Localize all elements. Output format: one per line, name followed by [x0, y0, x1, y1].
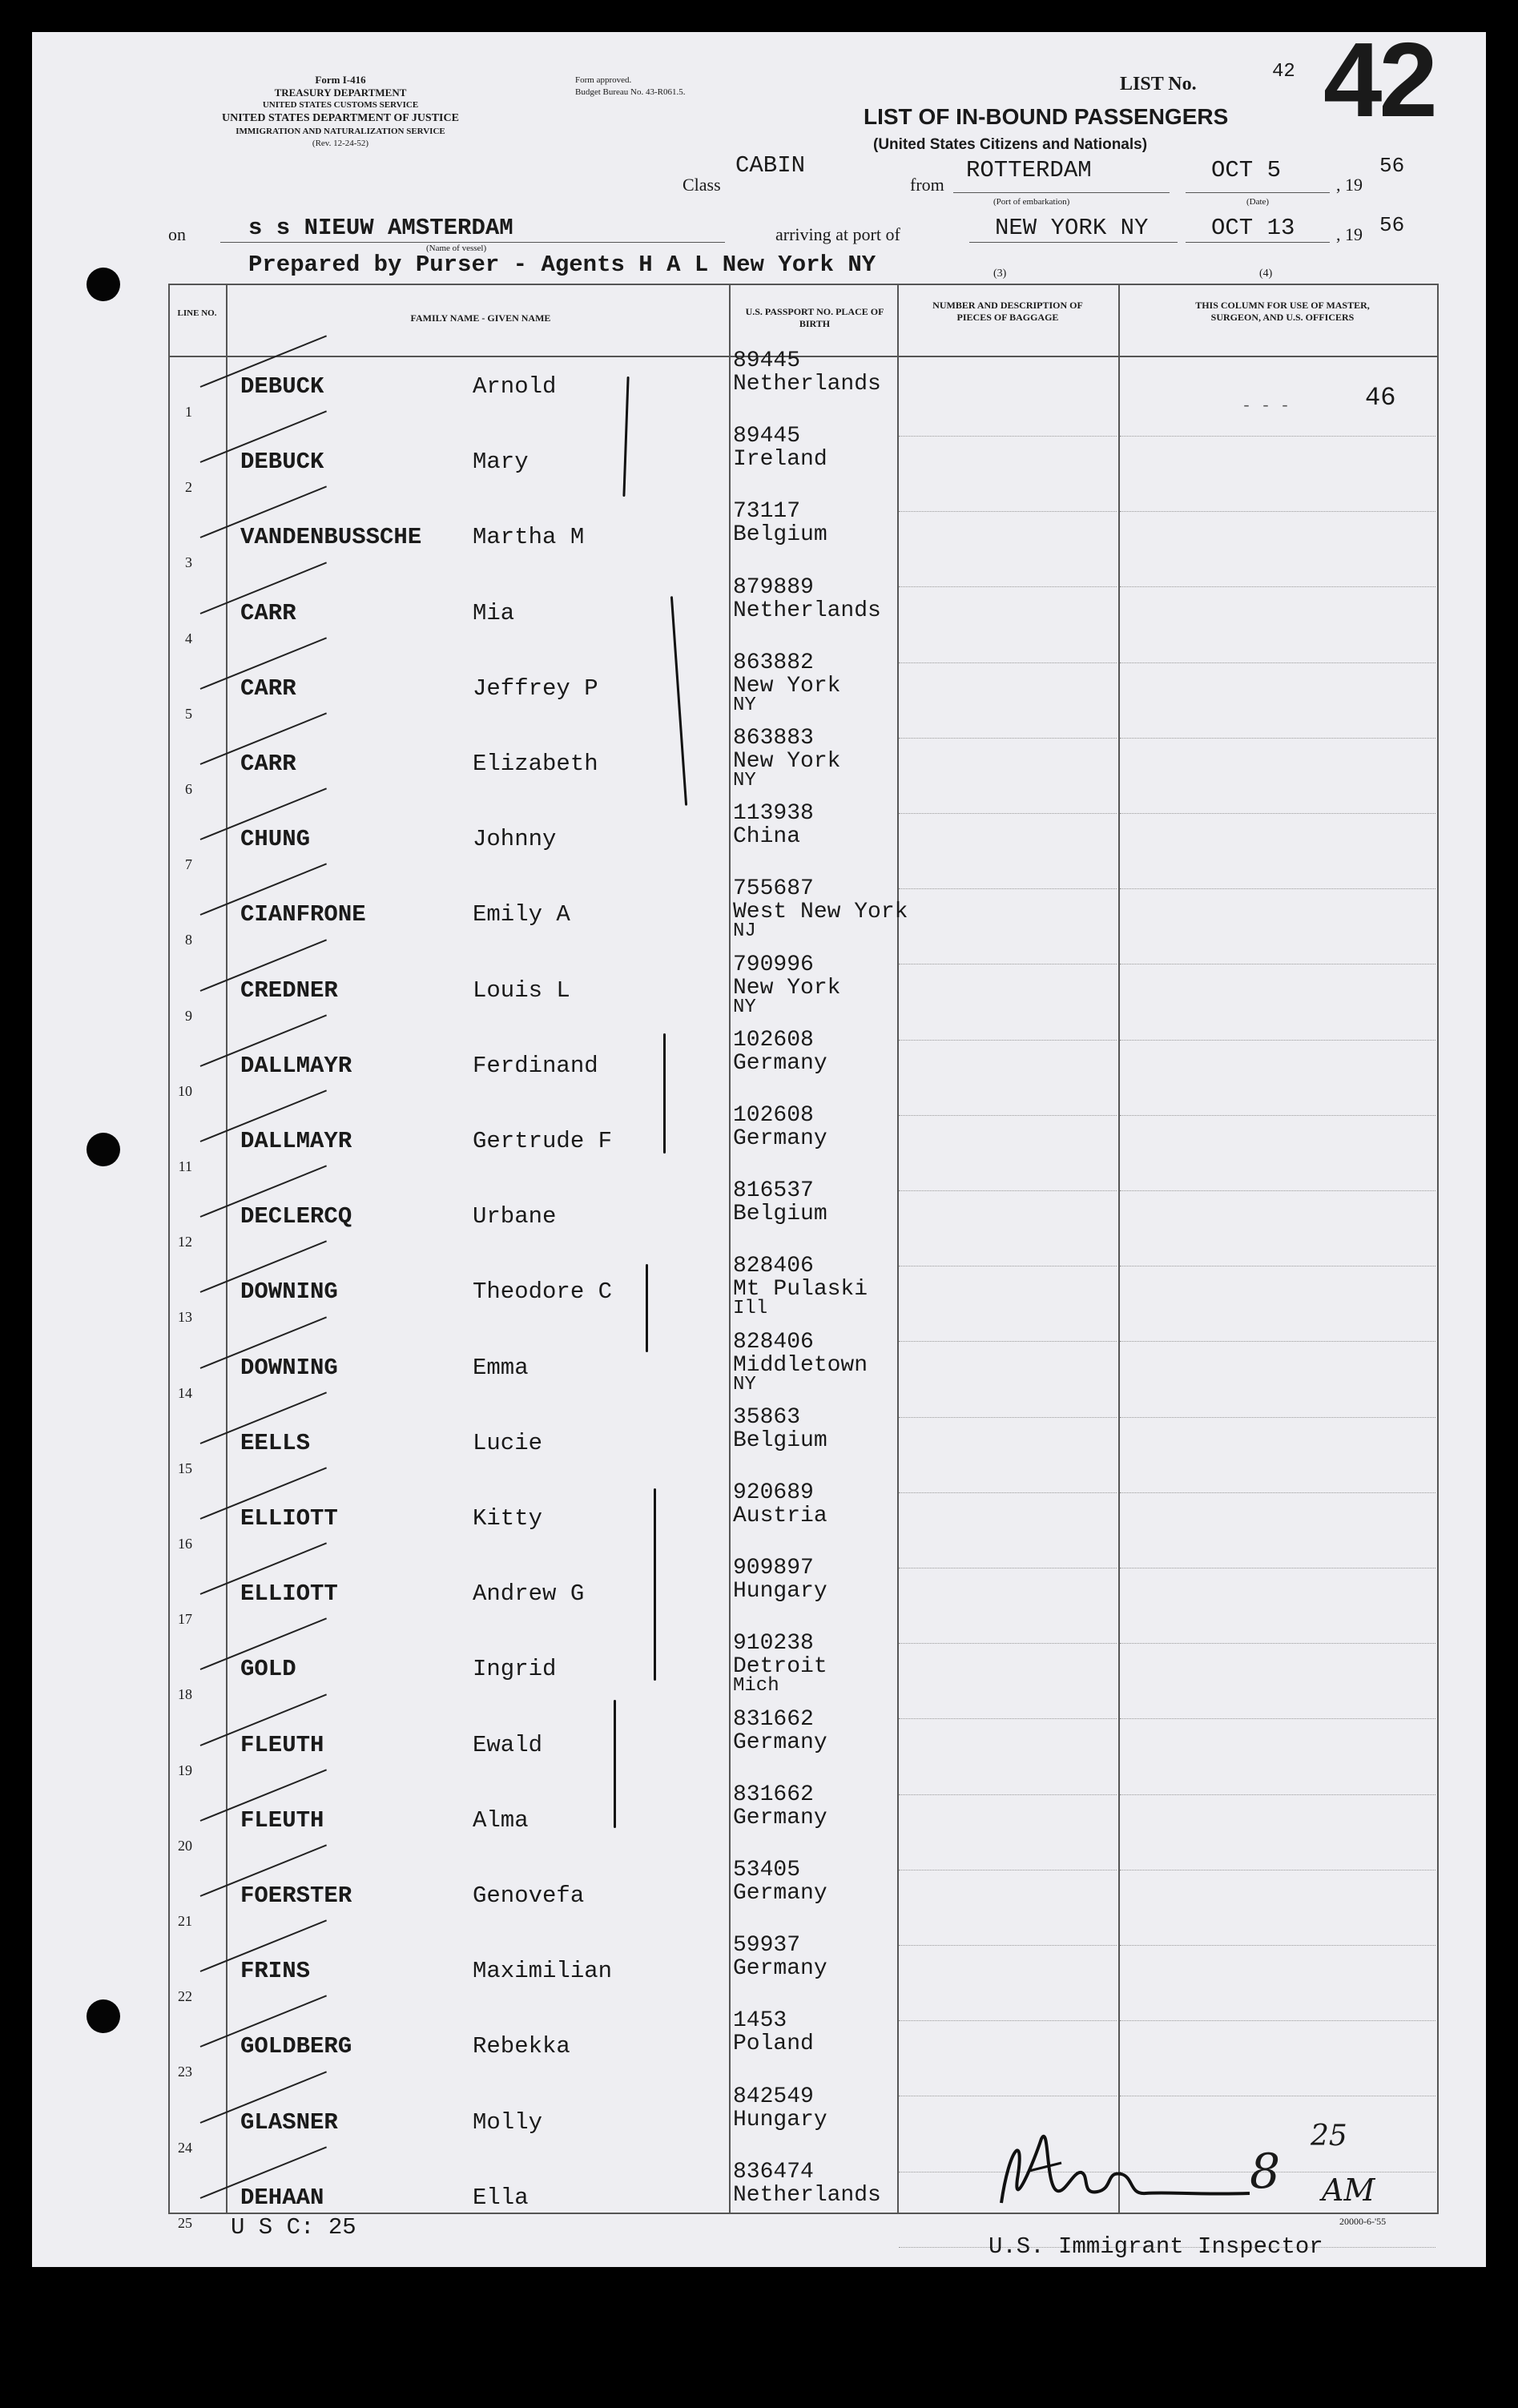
birthplace: Netherlands — [733, 2182, 881, 2208]
birthplace: Netherlands — [733, 598, 881, 623]
passport-number: 1453 — [733, 2008, 787, 2034]
passport-birthplace — [733, 2085, 827, 2132]
passport-number: 59937 — [733, 1933, 801, 1959]
given-name: Elizabeth — [473, 751, 598, 777]
passport-number: 831662 — [733, 1782, 814, 1807]
row-rule-baggage — [899, 1945, 1117, 1946]
family-name: CREDNER — [240, 976, 338, 1004]
row-rule-officers — [1120, 738, 1435, 739]
form-revision: (Rev. 12-24-52) — [312, 139, 369, 148]
signature-annotation-8: 8 — [1250, 2144, 1281, 2200]
row-rule-officers — [1120, 1190, 1435, 1191]
row-rule-officers — [1120, 511, 1435, 512]
family-name: VANDENBUSSCHE — [240, 524, 422, 551]
given-name: Johnny — [473, 826, 557, 853]
depart-date-underline — [1186, 192, 1330, 193]
birthplace: Poland — [733, 2031, 814, 2057]
line-number: 23 — [178, 2064, 192, 2080]
line-number: 11 — [178, 1158, 192, 1174]
passport-birthplace — [733, 727, 840, 789]
passport-number: 836474 — [733, 2159, 814, 2185]
row-rule-baggage — [899, 662, 1117, 663]
line-number: 8 — [185, 932, 192, 948]
family-name: CARR — [240, 674, 296, 702]
row-rule-officers — [1120, 1417, 1435, 1418]
birthplace: Austria — [733, 1504, 827, 1528]
passport-number: 842549 — [733, 2084, 814, 2109]
given-name: Emily A — [473, 901, 570, 928]
officer-dashes: - - - — [1242, 397, 1291, 416]
customs-service: UNITED STATES CUSTOMS SERVICE — [262, 100, 419, 110]
line-number: 3 — [185, 554, 192, 571]
family-name: FLEUTH — [240, 1806, 324, 1834]
family-name: DECLERCQ — [240, 1203, 352, 1230]
birthplace-state: NY — [733, 1373, 756, 1395]
line-number: 1 — [185, 404, 192, 420]
list-subtitle: (United States Citizens and Nationals) — [873, 136, 1148, 153]
passport-birthplace — [733, 876, 908, 943]
birthplace: Hungary — [733, 1579, 827, 1605]
birthplace: Ireland — [733, 447, 827, 473]
passport-number: 863882 — [733, 650, 814, 675]
family-name: GOLD — [240, 1656, 296, 1683]
passport-birthplace — [733, 1481, 827, 1528]
passport-birthplace — [733, 1104, 827, 1150]
birthplace: Belgium — [733, 1427, 827, 1453]
passport-birthplace — [733, 802, 814, 848]
given-name: Mary — [473, 449, 529, 476]
treasury-department: TREASURY DEPARTMENT — [274, 87, 407, 99]
prepared-by: Prepared by Purser - Agents H A L New York NY — [248, 252, 876, 278]
table-top-rule — [168, 284, 1438, 285]
given-name: Ingrid — [473, 1656, 557, 1683]
family-name: EELLS — [240, 1429, 311, 1456]
family-name: FLEUTH — [240, 1731, 324, 1758]
row-rule-officers — [1120, 1492, 1435, 1493]
line-number: 5 — [185, 705, 192, 722]
from-label: from — [910, 175, 944, 195]
birthplace-state: NY — [733, 770, 756, 791]
line-number: 4 — [185, 630, 192, 646]
birthplace: Mt Pulaski — [733, 1277, 868, 1303]
given-name: Arnold — [473, 373, 557, 400]
row-rule-baggage — [899, 2020, 1117, 2021]
line-number: 22 — [178, 1988, 192, 2005]
family-name: DEBUCK — [240, 373, 324, 400]
given-name: Urbane — [473, 1203, 557, 1230]
passport-number: 113938 — [733, 801, 814, 827]
row-rule-baggage — [899, 738, 1117, 739]
family-name: DEHAAN — [240, 2184, 324, 2211]
column-3-marker: (3) — [993, 268, 1007, 280]
passport-birthplace — [733, 953, 840, 1016]
line-number: 6 — [185, 781, 192, 797]
birthplace: Belgium — [733, 1202, 827, 1227]
arrival-port: NEW YORK NY — [995, 215, 1149, 241]
passport-number: 828406 — [733, 1329, 814, 1355]
passport-number: 89445 — [733, 424, 801, 449]
arrival-port-underline — [969, 242, 1178, 243]
passport-birthplace — [733, 1858, 827, 1905]
line-number: 19 — [178, 1762, 192, 1778]
row-rule-baggage — [899, 1794, 1117, 1795]
passport-birthplace — [733, 1631, 827, 1697]
date-caption: (Date) — [1246, 197, 1270, 207]
passport-number: 909897 — [733, 1556, 814, 1581]
passport-number: 89445 — [733, 348, 801, 373]
family-name: GLASNER — [240, 2108, 338, 2136]
family-bracket-downing — [646, 1264, 648, 1352]
given-name: Genovefa — [473, 1883, 585, 1909]
embark-underline — [953, 192, 1170, 193]
line-number: 2 — [185, 479, 192, 496]
row-rule-baggage — [899, 813, 1117, 814]
family-name: ELLIOTT — [240, 1505, 338, 1532]
header-name: FAMILY NAME - GIVEN NAME — [410, 312, 551, 324]
birthplace: New York — [733, 975, 841, 1001]
port-of-embarkation: ROTTERDAM — [966, 157, 1092, 183]
row-rule-baggage — [899, 1341, 1117, 1342]
birthplace-state: Mich — [733, 1675, 779, 1697]
birthplace: Hungary — [733, 2107, 827, 2132]
family-name: GOLDBERG — [240, 2033, 352, 2060]
passport-birthplace — [733, 1556, 827, 1603]
family-name: FRINS — [240, 1958, 311, 1985]
vessel-name: s s NIEUW AMSTERDAM — [248, 215, 513, 241]
given-name: Mia — [473, 599, 515, 626]
line-number: 7 — [185, 856, 192, 873]
family-name: DALLMAYR — [240, 1128, 352, 1154]
row-rule-officers — [1120, 1945, 1435, 1946]
birthplace: China — [733, 824, 801, 850]
row-rule-baggage — [899, 1040, 1117, 1041]
passport-number: 35863 — [733, 1404, 801, 1430]
header-officers: THIS COLUMN FOR USE OF MASTER, SURGEON, AND U.S. OFFICERS — [1195, 300, 1370, 323]
birthplace: New York — [733, 749, 841, 774]
row-rule-officers — [1120, 1341, 1435, 1342]
row-rule-officers — [1120, 1718, 1435, 1719]
passport-number: 831662 — [733, 1706, 814, 1732]
row-rule-baggage — [899, 1417, 1117, 1418]
given-name: Maximilian — [473, 1958, 613, 1985]
family-name: DEBUCK — [240, 449, 324, 476]
family-name: DOWNING — [240, 1354, 338, 1381]
family-name: CIANFRONE — [240, 901, 366, 928]
given-name: Ewald — [473, 1731, 543, 1758]
birthplace: Belgium — [733, 522, 827, 548]
family-name: CARR — [240, 751, 296, 777]
row-rule-baggage — [899, 436, 1117, 437]
row-rule-baggage — [899, 1643, 1117, 1644]
line-number: 10 — [178, 1082, 192, 1099]
family-name: DOWNING — [240, 1278, 338, 1306]
passport-birthplace — [733, 1783, 827, 1830]
family-name: DALLMAYR — [240, 1052, 352, 1079]
family-bracket-elliott-gold — [654, 1488, 656, 1681]
line-number: 14 — [178, 1384, 192, 1401]
header-passport: U.S. PASSPORT NO. PLACE OF BIRTH — [745, 306, 884, 329]
list-number-small: 42 — [1272, 61, 1295, 83]
passport-birthplace — [733, 1254, 868, 1320]
line-number: 25 — [178, 2214, 192, 2231]
arrival-date: OCT 13 — [1211, 215, 1295, 241]
row-rule-baggage — [899, 1190, 1117, 1191]
budget-bureau: Budget Bureau No. 43-R061.5. — [575, 87, 686, 97]
row-rule-officers — [1120, 2020, 1435, 2021]
birthplace: Germany — [733, 1805, 827, 1830]
row-rule-officers — [1120, 1115, 1435, 1116]
given-name: Rebekka — [473, 2033, 570, 2060]
passport-birthplace — [733, 1331, 868, 1393]
vessel-underline — [220, 242, 725, 243]
line-number: 9 — [185, 1007, 192, 1024]
birthplace: Germany — [733, 1881, 827, 1906]
given-name: Andrew G — [473, 1581, 585, 1608]
passport-birthplace — [733, 1934, 827, 1980]
list-number-large: 42 — [1323, 21, 1435, 139]
passport-number: 53405 — [733, 1858, 801, 1883]
passport-number: 863883 — [733, 726, 814, 751]
line-number: 24 — [178, 2139, 192, 2156]
passport-birthplace — [733, 1179, 827, 1226]
departure-year: 56 — [1379, 154, 1405, 178]
passport-birthplace — [733, 651, 840, 714]
usc-count: U S C: 25 — [231, 2214, 356, 2241]
passport-number: 816537 — [733, 1178, 814, 1204]
passport-birthplace — [733, 1708, 827, 1754]
given-name: Ella — [473, 2184, 529, 2211]
family-bracket-fleuth — [614, 1700, 616, 1828]
depart-year-prefix: , 19 — [1336, 175, 1363, 195]
row-rule-baggage — [899, 1492, 1117, 1493]
passport-number: 910238 — [733, 1631, 814, 1657]
list-title: LIST OF IN-BOUND PASSENGERS — [864, 104, 1229, 129]
birthplace: Netherlands — [733, 372, 881, 397]
passport-birthplace — [733, 576, 881, 622]
line-number: 12 — [178, 1234, 192, 1250]
passport-birthplace — [733, 2009, 814, 2056]
line-number: 15 — [178, 1460, 192, 1476]
signature-annotation-25: 25 — [1311, 2120, 1347, 2152]
family-name: FOERSTER — [240, 1883, 352, 1909]
given-name: Emma — [473, 1354, 529, 1381]
line-number: 18 — [178, 1686, 192, 1703]
row-rule-officers — [1120, 436, 1435, 437]
port-embark-caption: (Port of embarkation) — [993, 197, 1070, 207]
row-rule-officers — [1120, 662, 1435, 663]
line-number: 17 — [178, 1611, 192, 1628]
arrival-year: 56 — [1379, 213, 1405, 237]
row-rule-officers — [1120, 888, 1435, 889]
print-code: 20000-6-'55 — [1339, 2216, 1387, 2227]
on-label: on — [168, 224, 186, 244]
birthplace-state: NJ — [733, 920, 756, 943]
line-number: 21 — [178, 1913, 192, 1929]
row-rule-officers — [1120, 1040, 1435, 1041]
birthplace: Germany — [733, 1126, 827, 1151]
line-number: 20 — [178, 1837, 192, 1854]
header-line-no: LINE NO. — [177, 308, 217, 318]
officer-note: 46 — [1365, 383, 1396, 413]
binder-hole-top — [87, 268, 120, 301]
row-rule-baggage — [899, 586, 1117, 587]
passport-number: 790996 — [733, 952, 814, 977]
row-rule-officers — [1120, 813, 1435, 814]
given-name: Louis L — [473, 976, 570, 1004]
given-name: Molly — [473, 2108, 543, 2136]
inspector-signature — [985, 2115, 1290, 2227]
row-rule-baggage — [899, 1115, 1117, 1116]
family-name: CHUNG — [240, 826, 311, 853]
row-rule-officers — [1120, 1643, 1435, 1644]
class-label: Class — [682, 175, 721, 195]
passport-birthplace — [733, 500, 827, 546]
passport-number: 102608 — [733, 1103, 814, 1128]
list-number-label: LIST No. — [1120, 74, 1197, 95]
given-name: Lucie — [473, 1429, 543, 1456]
passport-number: 920689 — [733, 1480, 814, 1505]
birthplace: Germany — [733, 1729, 827, 1755]
departure-date: OCT 5 — [1211, 157, 1282, 183]
immigration-service: IMMIGRATION AND NATURALIZATION SERVICE — [236, 127, 445, 136]
header-baggage: NUMBER AND DESCRIPTION OF PIECES OF BAGGAGE — [932, 300, 1083, 323]
birthplace: New York — [733, 673, 841, 699]
family-bracket-dallmayr — [663, 1033, 666, 1154]
family-name: ELLIOTT — [240, 1581, 338, 1608]
birthplace: West New York — [733, 900, 908, 925]
passport-birthplace — [733, 2160, 881, 2207]
birthplace-state: NY — [733, 694, 756, 716]
passport-number: 755687 — [733, 876, 814, 902]
immigrant-inspector-label: U.S. Immigrant Inspector — [989, 2233, 1323, 2260]
given-name: Ferdinand — [473, 1052, 598, 1079]
birthplace-state: NY — [733, 996, 756, 1018]
row-rule-officers — [1120, 1794, 1435, 1795]
form-number: Form I-416 — [315, 74, 366, 86]
passport-birthplace — [733, 1029, 827, 1075]
birthplace: Germany — [733, 1050, 827, 1076]
given-name: Gertrude F — [473, 1128, 613, 1154]
row-rule-baggage — [899, 511, 1117, 512]
arriving-label: arriving at port of — [775, 224, 900, 244]
given-name: Jeffrey P — [473, 674, 598, 702]
birthplace-state: Ill — [733, 1298, 768, 1320]
passport-birthplace — [733, 1406, 827, 1452]
passport-number: 102608 — [733, 1027, 814, 1053]
class-value: CABIN — [735, 152, 806, 179]
birthplace: Detroit — [733, 1654, 827, 1680]
passport-birthplace — [733, 349, 881, 396]
birthplace: Germany — [733, 1956, 827, 1982]
given-name: Kitty — [473, 1505, 543, 1532]
form-approved: Form approved. — [575, 75, 632, 85]
column-4-marker: (4) — [1259, 268, 1273, 280]
arrival-year-prefix: , 19 — [1336, 224, 1363, 244]
passport-number: 828406 — [733, 1254, 814, 1279]
passport-birthplace — [733, 425, 827, 471]
signature-annotation-am: AM — [1322, 2172, 1375, 2208]
given-name: Martha M — [473, 524, 585, 551]
department-of-justice: UNITED STATES DEPARTMENT OF JUSTICE — [222, 112, 459, 124]
row-rule-baggage — [899, 888, 1117, 889]
given-name: Alma — [473, 1806, 529, 1834]
passport-number: 73117 — [733, 499, 801, 525]
row-rule-officers — [1120, 586, 1435, 587]
given-name: Theodore C — [473, 1278, 613, 1306]
line-number: 16 — [178, 1536, 192, 1552]
family-name: CARR — [240, 599, 296, 626]
line-number: 13 — [178, 1309, 192, 1326]
vessel-caption: (Name of vessel) — [426, 244, 487, 253]
passport-number: 879889 — [733, 574, 814, 600]
arrival-date-underline — [1186, 242, 1330, 243]
row-rule-baggage — [899, 1718, 1117, 1719]
birthplace: Middletown — [733, 1352, 868, 1378]
